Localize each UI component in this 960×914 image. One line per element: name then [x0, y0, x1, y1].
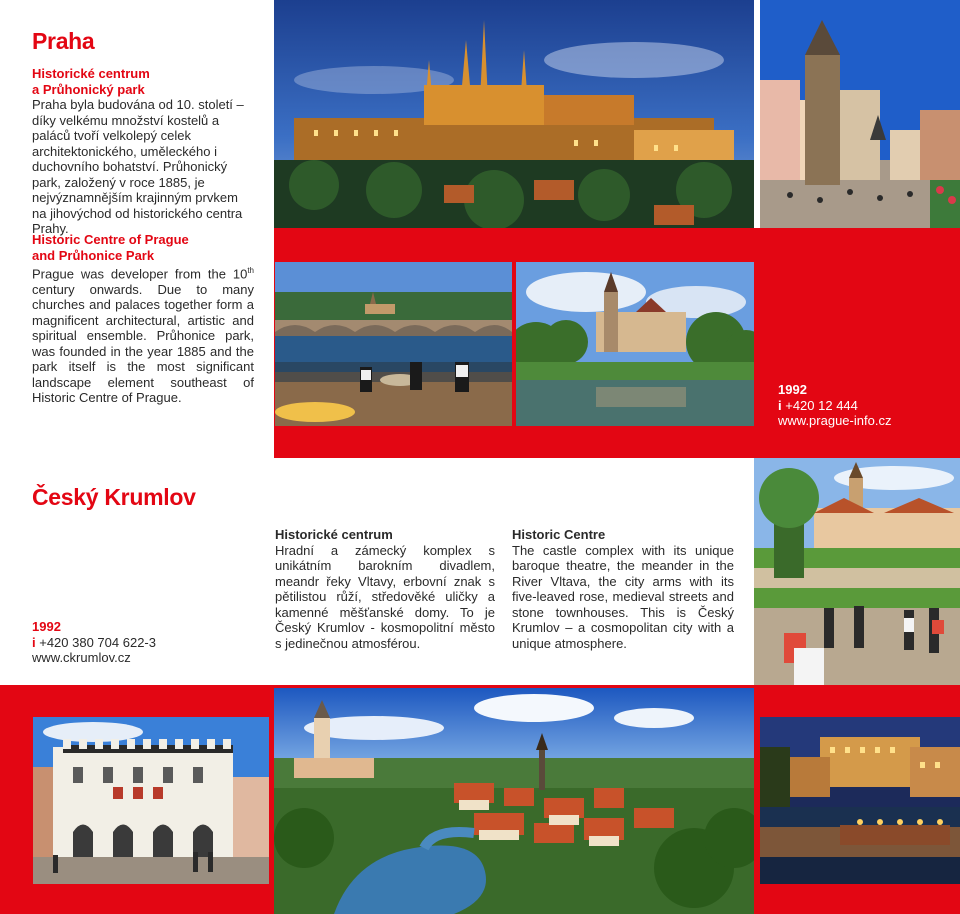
- praha-cz-heading-line1: Historické centrum: [32, 66, 150, 81]
- krumlov-phone-line: [32, 635, 156, 651]
- photo-krumlov-park: [754, 458, 960, 685]
- praha-en-heading-line1: Historic Centre of Prague: [32, 232, 189, 247]
- praha-phone-line: [778, 398, 891, 414]
- praha-phone: +420 12 444: [781, 397, 858, 413]
- praha-en-section: [32, 232, 254, 406]
- praha-year: 1992: [778, 382, 807, 397]
- praha-cz-text: Praha byla budována od 10. století – díky velkému množství kostelů a paláců tvoří velkolepý celek architektonického, uměleckého i duchovního bohatství. Průhonický park, založený v roce 1885, je nejvýznamnějším krajinným prvkem na jihovýchod od historického centra Prahy.: [32, 97, 244, 236]
- krumlov-cz-heading: Historické centrum: [275, 527, 393, 542]
- krumlov-phone: +420 380 704 622-3: [35, 634, 156, 650]
- krumlov-info: [32, 619, 156, 666]
- krumlov-en-heading: Historic Centre: [512, 527, 606, 542]
- krumlov-year: 1992: [32, 619, 61, 634]
- krumlov-title: Český Krumlov: [32, 484, 196, 510]
- praha-title: Praha: [32, 28, 95, 54]
- praha-cz-heading-line2: a Průhonický park: [32, 81, 145, 97]
- praha-en-text: Prague was developer from the 10th century onwards. Due to many churches and palaces together form a magnificent architectural, artistic and spiritual ensemble. Průhonice park, was founded in the year 1885 and the park itself is the most significant landscape element southeast of Historic Centre of Prague.: [32, 266, 254, 406]
- photo-old-town-square: [760, 0, 960, 228]
- krumlov-en-section: [512, 527, 734, 651]
- photo-charles-bridge: [275, 262, 512, 426]
- photo-krumlov-night: [760, 717, 960, 884]
- praha-web-link[interactable]: www.prague-info.cz: [778, 413, 892, 428]
- krumlov-cz-section: [275, 527, 495, 651]
- photo-krumlov-panorama: [274, 688, 754, 914]
- info-icon: i: [778, 397, 782, 413]
- photo-krumlov-town-hall: [33, 717, 269, 884]
- krumlov-web-link[interactable]: www.ckrumlov.cz: [32, 650, 131, 665]
- praha-en-heading-line2: and Průhonice Park: [32, 247, 155, 263]
- krumlov-cz-text: Hradní a zámecký komplex s unikátním barokním divadlem, meandr řeky Vltavy, erbovní znak s pětilistou růží, středověké uličky a kamenné měšťanské domy. To je Český Krumlov - kosmopolitní město s jedinečnou atmosférou.: [275, 542, 495, 651]
- photo-prague-castle: [274, 0, 754, 228]
- praha-info: [778, 382, 891, 429]
- info-icon: i: [32, 634, 36, 650]
- photo-pruhonice-park: [516, 262, 754, 426]
- praha-cz-section: [32, 66, 254, 237]
- krumlov-en-text: The castle complex with its unique baroque theatre, the meander in the River Vltava, the city arms with its five-leaved rose, medieval streets and stone townhouses. This is Český Krumlov – a cosmopolitan city with a unique atmosphere.: [512, 542, 734, 651]
